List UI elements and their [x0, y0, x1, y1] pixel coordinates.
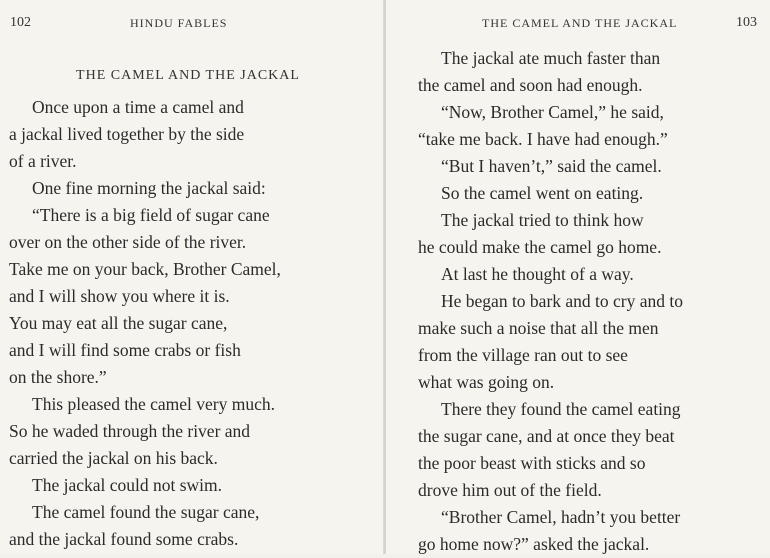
text-line: So he waded through the river and — [9, 421, 251, 441]
left-running-head: HINDU FABLES — [130, 16, 228, 30]
left-page — [0, 0, 384, 554]
text-line: of a river. — [9, 151, 77, 171]
text-line: One fine morning the jackal said: — [32, 178, 266, 198]
text-line: “take me back. I have had enough.” — [418, 129, 668, 149]
text-line: You may eat all the sugar cane, — [9, 313, 228, 333]
text-line: drove him out of the field. — [418, 480, 602, 500]
text-line: So the camel went on eating. — [441, 183, 644, 203]
text-line: the poor beast with sticks and so — [418, 453, 646, 473]
text-line: “There is a big field of sugar cane — [32, 205, 270, 225]
text-line: The jackal tried to think how — [441, 210, 644, 230]
right-page-number: 103 — [736, 15, 757, 30]
text-line: “But I haven’t,” said the camel. — [441, 156, 662, 176]
text-line: The jackal ate much faster than — [441, 48, 661, 68]
text-line: The jackal could not swim. — [32, 475, 223, 495]
text-line: he could make the camel go home. — [418, 237, 662, 257]
text-line: He began to bark and to cry and to — [441, 291, 684, 311]
chapter-title: THE CAMEL AND THE JACKAL — [76, 68, 300, 83]
text-line: and I will show you where it is. — [9, 286, 230, 306]
text-line: and the jackal found some crabs. — [9, 529, 239, 549]
text-line: The camel found the sugar cane, — [32, 502, 260, 522]
text-line: the sugar cane, and at once they beat — [418, 426, 675, 446]
text-line: from the village ran out to see — [418, 345, 628, 365]
text-line: a jackal lived together by the side — [9, 124, 245, 144]
right-page-text — [418, 45, 770, 558]
left-page-number: 102 — [10, 15, 31, 30]
right-running-head: THE CAMEL AND THE JACKAL — [482, 16, 678, 30]
left-page-text — [9, 94, 384, 553]
text-line: over on the other side of the river. — [9, 232, 247, 252]
text-line: on the shore.” — [9, 367, 107, 387]
text-line: “Now, Brother Camel,” he said, — [441, 102, 664, 122]
text-line: go home now?” asked the jackal. — [418, 534, 650, 554]
text-line: At last he thought of a way. — [441, 264, 634, 284]
text-line: This pleased the camel very much. — [32, 394, 275, 414]
text-line: what was going on. — [418, 372, 555, 392]
text-line: “Brother Camel, hadn’t you better — [441, 507, 681, 527]
text-line: Take me on your back, Brother Camel, — [9, 259, 281, 279]
text-line: There they found the camel eating — [441, 399, 681, 419]
text-line: Once upon a time a camel and — [32, 97, 244, 117]
text-line: the camel and soon had enough. — [418, 75, 643, 95]
text-line: and I will find some crabs or fish — [9, 340, 241, 360]
right-page — [386, 0, 770, 554]
text-line: make such a noise that all the men — [418, 318, 659, 338]
text-line: carried the jackal on his back. — [9, 448, 218, 468]
